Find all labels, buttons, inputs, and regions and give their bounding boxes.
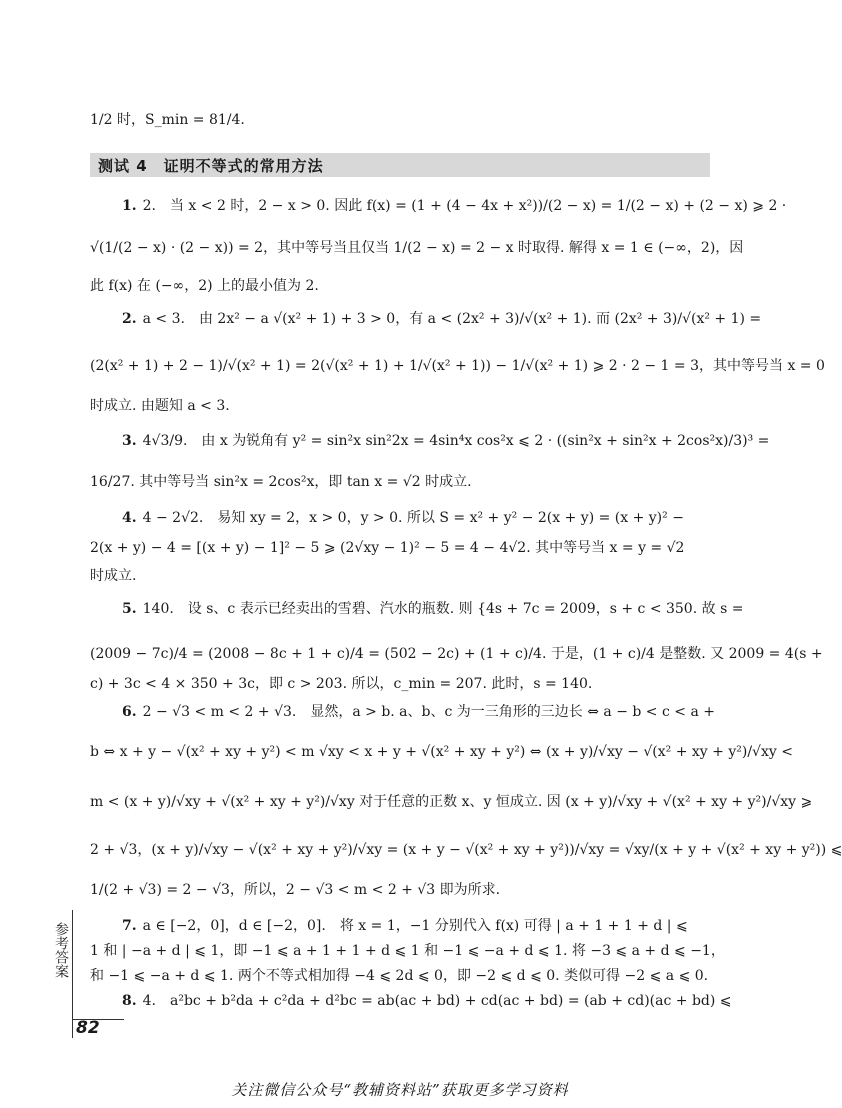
problem-3-text-1: 4√3/9. 由 x 为锐角有 y² = sin²x sin²2x = 4sin⁴x cos²x ⩽ 2 · ((sin²x + sin²x + 2cos²x)/3)³ = — [142, 433, 770, 449]
footer-watermark: 关注微信公众号“教辅资料站”获取更多学习资料 — [231, 1081, 569, 1099]
problem-2-number: 2. — [122, 311, 137, 327]
problem-2-line-2: (2(x² + 1) + 2 − 1)/√(x² + 1) = 2(√(x² + 1) + 1/√(x² + 1)) − 1/√(x² + 1) ⩾ 2 · 2 − 1 = 3，其中等号当 x = 0 — [90, 358, 825, 374]
problem-8-line-1 — [122, 991, 732, 1011]
side-tab-label: 参考答案 — [53, 922, 69, 978]
problem-8-number: 8. — [122, 993, 137, 1009]
problem-6-line-4: 2 + √3，(x + y)/√xy − √(x² + xy + y²)/√xy = (x + y − √(x² + xy + y²))/√xy = √xy/(x + y + √(x² + xy + y²)) ⩽ — [90, 842, 842, 858]
problem-5-number: 5. — [122, 601, 137, 617]
problem-7-line-1 — [122, 916, 710, 936]
problem-4-line-1 — [122, 508, 710, 528]
problem-8-text-1: 4. a²bc + b²da + c²da + d²bc = ab(ac + bd) + cd(ac + bd) = (ab + cd)(ac + bd) ⩽ — [142, 993, 732, 1009]
problem-7-number: 7. — [122, 918, 137, 934]
problem-6-line-3: m < (x + y)/√xy + √(x² + xy + y²)/√xy 对于任意的正数 x、y 恒成立. 因 (x + y)/√xy + √(x² + xy + y²)/√xy ⩾ — [90, 794, 813, 810]
problem-4-number: 4. — [122, 510, 137, 526]
problem-6-line-2: b ⇔ x + y − √(x² + xy + y²) < m √xy < x + y + √(x² + xy + y²) ⇔ (x + y)/√xy − √(x² + xy + y²)/√xy < — [90, 744, 793, 760]
problem-6-line-5: 1/(2 + √3) = 2 − √3，所以，2 − √3 < m < 2 + √3 即为所求. — [90, 882, 501, 898]
problem-4-text-1: 4 − 2√2. 易知 xy = 2，x > 0，y > 0. 所以 S = x² + y² − 2(x + y) = (x + y)² − — [142, 510, 684, 526]
problem-3-number: 3. — [122, 433, 137, 449]
problem-4-line-3: 时成立. — [90, 568, 137, 584]
carryover-line: 1/2 时，S_min = 81/4. — [90, 112, 245, 128]
problem-7-text-1: a ∈ [−2，0]，d ∈ [−2，0]. 将 x = 1，−1 分别代入 f(x) 可得 | a + 1 + 1 + d | ⩽ — [142, 918, 688, 934]
problem-1-text-1: 2. 当 x < 2 时，2 − x > 0. 因此 f(x) = (1 + (4 − 4x + x²))/(2 − x) = 1/(2 − x) + (2 − x) ⩾ 2 · — [142, 198, 787, 214]
problem-1-number: 1. — [122, 198, 137, 214]
problem-7-line-2: 1 和 | −a + d | ⩽ 1，即 −1 ⩽ a + 1 + 1 + d ⩽ 1 和 −1 ⩽ −a + d ⩽ 1. 将 −3 ⩽ a + d ⩽ −1， — [90, 943, 725, 959]
page-number: 82 — [76, 1018, 100, 1038]
problem-1-line-3: 此 f(x) 在 (−∞，2) 上的最小值为 2. — [90, 278, 319, 294]
problem-1-line-2: √(1/(2 − x) · (2 − x)) = 2，其中等号当且仅当 1/(2 − x) = 2 − x 时取得. 解得 x = 1 ∈ (−∞，2)，因 — [90, 240, 744, 256]
problem-5-line-3: c) + 3c < 4 × 350 + 3c，即 c > 203. 所以，c_min = 207. 此时，s = 140. — [90, 676, 593, 692]
problem-7-line-3: 和 −1 ⩽ −a + d ⩽ 1. 两个不等式相加得 −4 ⩽ 2d ⩽ 0，即 −2 ⩽ d ⩽ 0. 类似可得 −2 ⩽ a ⩽ 0. — [90, 968, 709, 984]
problem-6-text-1: 2 − √3 < m < 2 + √3. 显然，a > b. a、b、c 为一三角形的三边长 ⇔ a − b < c < a + — [142, 704, 715, 720]
problem-5-text-1: 140. 设 s、c 表示已经卖出的雪碧、汽水的瓶数. 则 {4s + 7c = 2009，s + c < 350. 故 s = — [142, 601, 744, 617]
problem-3-line-1 — [122, 431, 770, 451]
problem-5-line-2: (2009 − 7c)/4 = (2008 − 8c + 1 + c)/4 = (502 − 2c) + (1 + c)/4. 于是，(1 + c)/4 是整数. 又 2009 = 4(s + — [90, 646, 823, 662]
problem-2-text-1: a < 3. 由 2x² − a √(x² + 1) + 3 > 0，有 a < (2x² + 3)/√(x² + 1). 而 (2x² + 3)/√(x² + 1) = — [142, 311, 762, 327]
section-title: 测试 4 证明不等式的常用方法 — [98, 157, 324, 175]
problem-4-line-2: 2(x + y) − 4 = [(x + y) − 1]² − 5 ⩾ (2√xy − 1)² − 5 = 4 − 4√2. 其中等号当 x = y = √2 — [90, 540, 685, 556]
problem-1-line-1 — [122, 196, 787, 216]
problem-3-line-2: 16/27. 其中等号当 sin²x = 2cos²x，即 tan x = √2 时成立. — [90, 474, 472, 490]
problem-2-line-1 — [122, 309, 762, 329]
problem-5-line-1 — [122, 599, 744, 619]
problem-6-line-1 — [122, 702, 715, 722]
problem-6-number: 6. — [122, 704, 137, 720]
problem-2-line-3: 时成立. 由题知 a < 3. — [90, 398, 230, 414]
